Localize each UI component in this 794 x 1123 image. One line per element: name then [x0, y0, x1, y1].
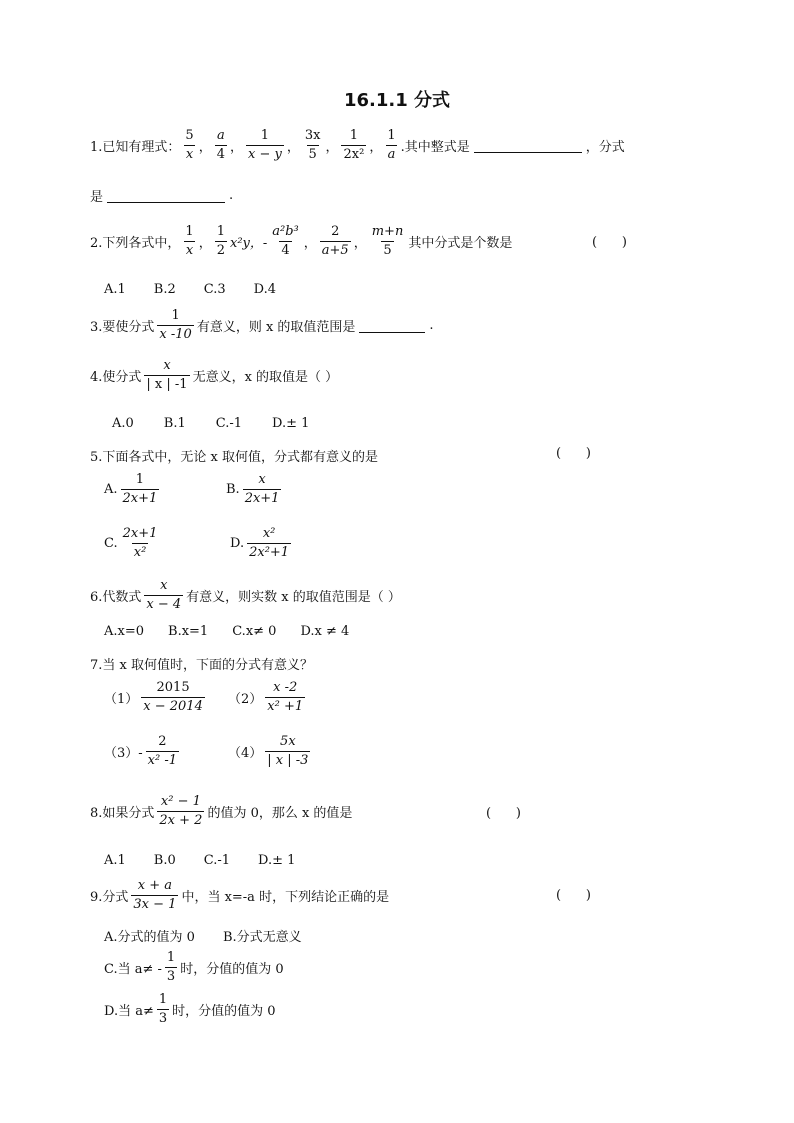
q8-option-a[interactable]: A.1 — [104, 853, 126, 868]
q6-prefix: 6.代数式 — [90, 590, 142, 606]
q8-suffix: 的值为 0，那么 x 的值是 — [207, 806, 353, 822]
q5-option-c[interactable]: C. 2x+1 x² — [104, 526, 158, 561]
question-4 — [90, 358, 338, 394]
q5-option-d[interactable]: D. x² 2x²+1 — [230, 526, 290, 561]
q2-option-c[interactable]: C.3 — [203, 282, 226, 297]
q1-prefix: 1.已知有理式： — [90, 140, 181, 156]
q8-prefix: 8.如果分式 — [90, 806, 155, 822]
q9-option-c[interactable]: C.当 a≠ - 1 3 时，分值的值为 0 — [104, 950, 284, 985]
q4-suffix: 无意义，x 的取值是（ ） — [192, 370, 339, 386]
q6-option-b[interactable]: B.x=1 — [168, 624, 209, 639]
q7-item-1: （1） 2015 x − 2014 — [104, 680, 203, 715]
question-2: 2.下列各式中， 1 x ， 1 2 x²y，- a²b³ 4 ， 2 a+5 ， m+n 5 其中分式是个数是 — [90, 224, 513, 259]
q2-fraction-1: 1 x — [185, 224, 194, 259]
question-3 — [90, 308, 434, 344]
q2-f2-tail: x²y，- — [229, 236, 268, 252]
q9-option-d[interactable]: D.当 a≠ 1 3 时，分值的值为 0 — [104, 992, 276, 1027]
q9-option-a[interactable]: A.分式的值为 0 — [104, 930, 195, 945]
q2-prefix: 2.下列各式中， — [90, 236, 181, 252]
q2-fraction-5: m+n 5 — [371, 224, 404, 259]
q9-option-ab — [104, 926, 302, 945]
question-9 — [90, 878, 389, 914]
q3-blank[interactable] — [359, 318, 425, 333]
q9-fraction: x + a 3x − 1 — [133, 878, 177, 913]
q6-suffix: 有意义，则实数 x 的取值范围是（ ） — [186, 590, 401, 606]
q2-fraction-2: 1 2 — [216, 224, 225, 259]
q6-option-d[interactable]: D.x ≠ 4 — [300, 624, 350, 639]
q1-fraction-3: 1 x − y — [248, 128, 282, 163]
q1-mid-text-2: ，分式 — [585, 140, 625, 156]
page-title: 16.1.1 分式 — [343, 90, 451, 111]
q4-prefix: 4.使分式 — [90, 370, 142, 386]
q8-options — [104, 853, 295, 868]
q4-fraction: x | x | -1 — [146, 358, 188, 393]
q7-stem: 7.当 x 取何值时，下面的分式有意义？ — [90, 658, 313, 673]
q2-answer-paren[interactable]: ( ) — [592, 235, 627, 250]
q2-option-d[interactable]: D.4 — [253, 282, 277, 297]
q4-option-c[interactable]: C.-1 — [215, 416, 243, 431]
q6-fraction: x x − 4 — [146, 578, 182, 613]
q7-item-3: （3）- 2 x² -1 — [104, 734, 178, 769]
q1-fraction-2: a 4 — [216, 128, 225, 163]
q5-stem: 5.下面各式中，无论 x 取何值，分式都有意义的是 — [90, 450, 378, 465]
question-1-line-2 — [90, 186, 233, 205]
q4-options — [112, 416, 309, 431]
q2-option-a[interactable]: A.1 — [104, 282, 126, 297]
q4-option-b[interactable]: B.1 — [163, 416, 186, 431]
q3-fraction: 1 x -10 — [159, 308, 192, 343]
q7-item-4: （4） 5x | x | -3 — [228, 734, 309, 769]
q5-answer-paren[interactable]: ( ) — [556, 446, 591, 461]
q4-option-d[interactable]: D.± 1 — [272, 416, 310, 431]
q9-answer-paren[interactable]: ( ) — [556, 888, 591, 903]
q9-option-b[interactable]: B.分式无意义 — [222, 930, 302, 945]
q3-prefix: 3.要使分式 — [90, 320, 155, 336]
q4-option-a[interactable]: A.0 — [112, 416, 134, 431]
q1-blank-fraction[interactable] — [107, 188, 225, 203]
q2-suffix: 其中分式是个数是 — [408, 236, 513, 252]
q2-option-b[interactable]: B.2 — [153, 282, 176, 297]
q3-end: . — [429, 318, 434, 334]
q1-mid-text: .其中整式是 — [400, 140, 470, 156]
q8-option-d[interactable]: D.± 1 — [258, 853, 296, 868]
q8-option-b[interactable]: B.0 — [153, 853, 176, 868]
q5-option-b[interactable]: B. x 2x+1 — [226, 472, 280, 507]
question-5 — [90, 446, 378, 465]
q1-fraction-1: 5 x — [185, 128, 194, 163]
q6-options — [104, 624, 349, 639]
question-6 — [90, 578, 401, 614]
q8-fraction: x² − 1 2x + 2 — [159, 794, 203, 829]
question-1: 1.已知有理式： 5 x ， a 4 ， 1 x − y ， 3x 5 ， 1 2x² ， 1 a .其中整式是 ，分式 — [90, 128, 625, 163]
q5-option-a[interactable]: A. 1 2x+1 — [104, 472, 158, 507]
q2-fraction-4: 2 a+5 — [321, 224, 349, 259]
q6-option-a[interactable]: A.x=0 — [104, 624, 145, 639]
q9-suffix: 中，当 x=-a 时，下列结论正确的是 — [181, 890, 390, 906]
q1-fraction-5: 1 2x² — [343, 128, 365, 163]
q8-answer-paren[interactable]: ( ) — [486, 806, 521, 821]
question-7 — [90, 654, 313, 673]
q6-option-c[interactable]: C.x≠ 0 — [232, 624, 277, 639]
q3-suffix: 有意义，则 x 的取值范围是 — [196, 320, 356, 336]
question-8 — [90, 794, 352, 830]
q9-prefix: 9.分式 — [90, 890, 129, 906]
q1-line2-text: 是 — [90, 190, 104, 205]
q1-blank-integral[interactable] — [474, 138, 582, 153]
q8-option-c[interactable]: C.-1 — [203, 853, 231, 868]
q1-fraction-6: 1 a — [387, 128, 396, 163]
q7-item-2: （2） x -2 x² +1 — [228, 680, 304, 715]
q1-end: . — [229, 188, 234, 203]
q2-fraction-3: a²b³ 4 — [272, 224, 299, 259]
q1-fraction-4: 3x 5 — [304, 128, 321, 163]
q2-options — [104, 282, 276, 297]
